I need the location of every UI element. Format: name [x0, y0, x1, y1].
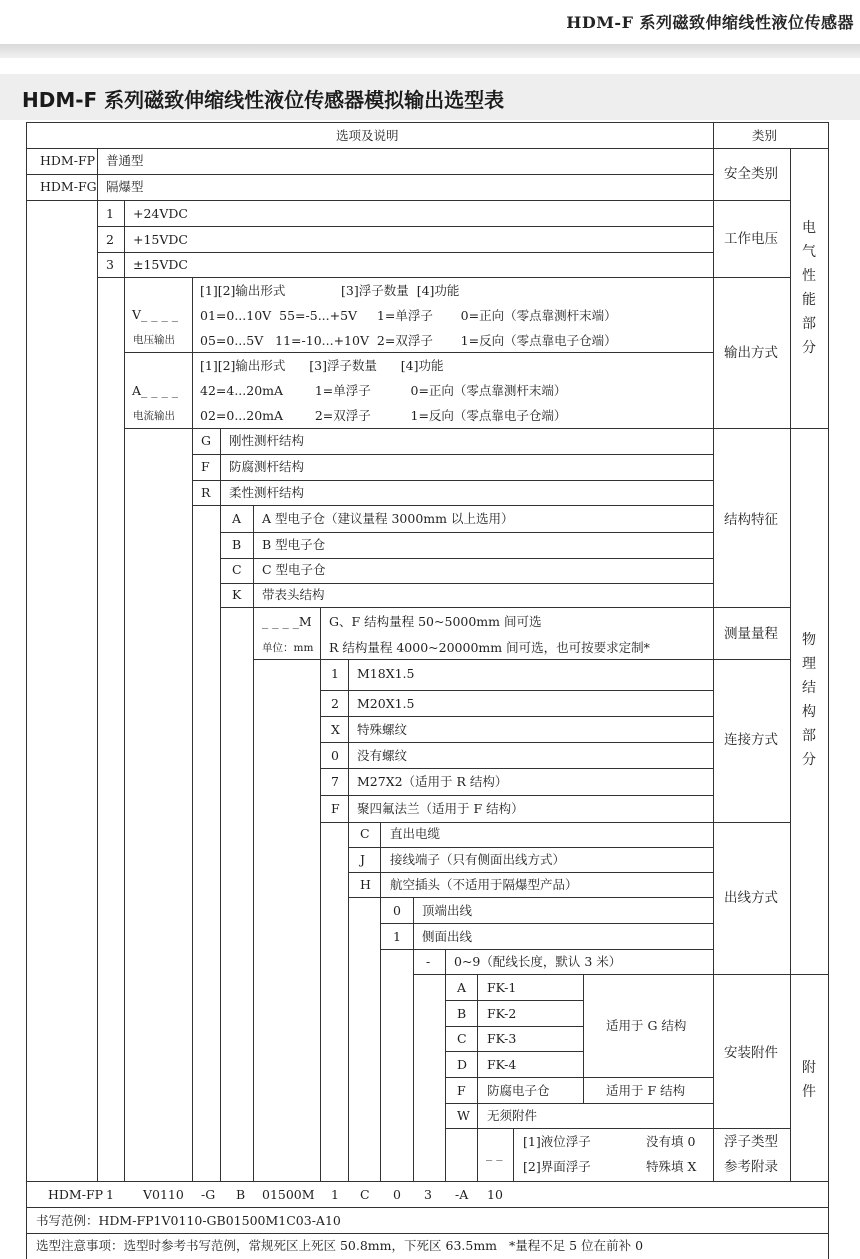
- connection-desc: M20X1.5: [357, 696, 415, 711]
- outlet-code: J: [360, 852, 366, 867]
- accessory-desc: 防腐电子仓: [487, 1083, 550, 1098]
- series-title: HDM-F 系列磁致伸缩线性液位传感器: [566, 13, 854, 32]
- current-output-code: A_ _ _ _: [132, 383, 178, 398]
- outlet-desc: 接线端子（只有侧面出线方式）: [390, 852, 566, 867]
- current-output-name: 电流输出: [133, 410, 175, 422]
- current-output-line: 02=0...20mA 2=双浮子 1=反向（零点靠电子仓端）: [200, 408, 567, 423]
- housing-code: K: [232, 587, 242, 602]
- voltage-desc: +15VDC: [133, 232, 188, 247]
- category-connection: 连接方式: [724, 732, 778, 748]
- float-code: _ _: [486, 1146, 503, 1161]
- accessory-desc: FK-3: [487, 1031, 517, 1046]
- outlet-dir-desc: 顶端出线: [422, 903, 473, 918]
- rod-code: G: [201, 433, 211, 448]
- group-electrical: 电气性能部分: [802, 220, 816, 356]
- category-structure: 结构特征: [724, 512, 778, 528]
- current-output-line: 42=4...20mA 1=单浮子 0=正向（零点靠测杆末端）: [200, 383, 567, 398]
- accessory-code: C: [457, 1031, 467, 1046]
- connection-desc: M18X1.5: [357, 666, 415, 681]
- range-unit: 单位：mm: [262, 642, 314, 654]
- page-title: HDM-F 系列磁致伸缩线性液位传感器模拟输出选型表: [22, 88, 505, 112]
- outlet-code: C: [360, 826, 370, 841]
- accessory-desc: FK-4: [487, 1057, 517, 1072]
- voltage-code: 2: [106, 232, 114, 247]
- accessory-code: D: [457, 1057, 468, 1072]
- voltage-output-code: V_ _ _ _: [132, 307, 178, 322]
- outlet-code: H: [360, 877, 371, 892]
- group-attachment: 附件: [802, 1060, 816, 1100]
- cable-desc: 0~9（配线长度，默认 3 米）: [454, 954, 622, 969]
- accessory-desc: FK-2: [487, 1006, 517, 1021]
- outlet-desc: 直出电缆: [390, 826, 441, 841]
- outlet-dir-desc: 侧面出线: [422, 929, 473, 944]
- voltage-output-line: [1][2]输出形式 [3]浮子数量 [4]功能: [200, 283, 460, 298]
- voltage-output-name: 电压输出: [133, 334, 175, 346]
- category-outlet: 出线方式: [724, 890, 778, 906]
- rod-code: R: [201, 485, 211, 500]
- housing-desc: 带表头结构: [262, 587, 325, 602]
- example-part: -G: [201, 1187, 216, 1202]
- group-physical: 物理结构部分: [802, 632, 816, 768]
- example-part: 01500M: [262, 1187, 315, 1202]
- rod-desc: 刚性测杆结构: [229, 433, 305, 448]
- example-part: -A: [455, 1187, 469, 1202]
- category-safety: 安全类别: [724, 166, 778, 182]
- accessory-code: B: [457, 1006, 467, 1021]
- outlet-dir-code: 0: [393, 903, 401, 918]
- example-part: HDM-FP: [48, 1187, 104, 1202]
- example-part: 3: [424, 1187, 432, 1202]
- model-code: HDM-FG: [40, 179, 97, 194]
- example-part: V0110: [143, 1187, 184, 1202]
- category-range: 测量量程: [724, 626, 778, 642]
- example-part: C: [360, 1187, 370, 1202]
- model-desc: 隔爆型: [106, 179, 144, 194]
- connection-desc: 特殊螺纹: [357, 722, 408, 737]
- accessory-desc: FK-1: [487, 980, 517, 995]
- category-output: 输出方式: [724, 345, 778, 361]
- float-option: [1]液位浮子: [523, 1134, 591, 1149]
- voltage-output-line: 01=0...10V 55=-5...+5V 1=单浮子 0=正向（零点靠测杆末端）: [200, 308, 617, 323]
- connection-desc: 聚四氟法兰（适用于 F 结构）: [357, 801, 524, 816]
- housing-code: B: [232, 537, 242, 552]
- accessory-code: W: [457, 1108, 470, 1123]
- voltage-desc: +24VDC: [133, 206, 188, 221]
- rod-code: F: [201, 459, 210, 474]
- accessory-code: A: [457, 980, 467, 995]
- example-part: 1: [331, 1187, 339, 1202]
- range-line: R 结构量程 4000~20000mm 间可选，也可按要求定制*: [329, 640, 650, 655]
- accessory-desc: 无须附件: [487, 1108, 538, 1123]
- accessory-code: F: [457, 1083, 466, 1098]
- accessory-note-g: 适用于 G 结构: [606, 1018, 687, 1033]
- category-float-ref: 参考附录: [724, 1159, 778, 1175]
- housing-desc: A 型电子仓（建议量程 3000mm 以上选用）: [262, 511, 514, 526]
- rod-desc: 柔性测杆结构: [229, 485, 305, 500]
- connection-code: F: [331, 801, 340, 816]
- writing-example: 书写范例：HDM-FP1V0110-GB01500M1C03-A10: [36, 1213, 341, 1228]
- float-fill: 特殊填 X: [646, 1159, 697, 1174]
- rod-desc: 防腐测杆结构: [229, 459, 305, 474]
- example-part: 10: [487, 1187, 503, 1202]
- model-code: HDM-FP: [40, 153, 96, 168]
- voltage-code: 3: [106, 257, 114, 272]
- connection-code: X: [331, 722, 340, 737]
- header-band: [0, 44, 860, 58]
- accessory-note-f: 适用于 F 结构: [606, 1083, 686, 1098]
- connection-code: 0: [331, 748, 339, 763]
- example-part: 0: [393, 1187, 401, 1202]
- category-header: 类别: [752, 128, 778, 143]
- connection-desc: M27X2（适用于 R 结构）: [357, 774, 508, 789]
- example-part: B: [236, 1187, 246, 1202]
- voltage-output-line: 05=0...5V 11=-10...+10V 2=双浮子 1=反向（零点靠电子仓端）: [200, 333, 617, 348]
- connection-code: 1: [331, 666, 339, 681]
- housing-desc: B 型电子仓: [262, 537, 326, 552]
- selection-note: 选型注意事项：选型时参考书写范例，常规死区上死区 50.8mm，下死区 63.5mm *量程不足 5 位在前补 0: [36, 1238, 644, 1253]
- housing-desc: C 型电子仓: [262, 562, 326, 577]
- housing-code: A: [232, 511, 242, 526]
- category-voltage: 工作电压: [724, 231, 778, 247]
- example-part: 1: [106, 1187, 114, 1202]
- category-accessory: 安装附件: [724, 1045, 778, 1061]
- float-option: [2]界面浮子: [523, 1159, 591, 1174]
- float-fill: 没有填 0: [646, 1134, 696, 1149]
- range-line: G、F 结构量程 50~5000mm 间可选: [329, 614, 542, 629]
- current-output-line: [1][2]输出形式 [3]浮子数量 [4]功能: [200, 358, 444, 373]
- outlet-dir-code: 1: [393, 929, 401, 944]
- cable-code: -: [426, 954, 431, 969]
- connection-code: 2: [331, 696, 339, 711]
- connection-code: 7: [331, 774, 339, 789]
- housing-code: C: [232, 562, 242, 577]
- outlet-desc: 航空插头（不适用于隔爆型产品）: [390, 877, 578, 892]
- options-header: 选项及说明: [336, 128, 399, 143]
- model-desc: 普通型: [106, 153, 144, 168]
- connection-desc: 没有螺纹: [357, 748, 408, 763]
- voltage-code: 1: [106, 206, 114, 221]
- category-float-type: 浮子类型: [724, 1134, 778, 1150]
- voltage-desc: ±15VDC: [133, 257, 188, 272]
- page-header: [0, 0, 860, 60]
- range-code: _ _ _ _M: [262, 614, 312, 629]
